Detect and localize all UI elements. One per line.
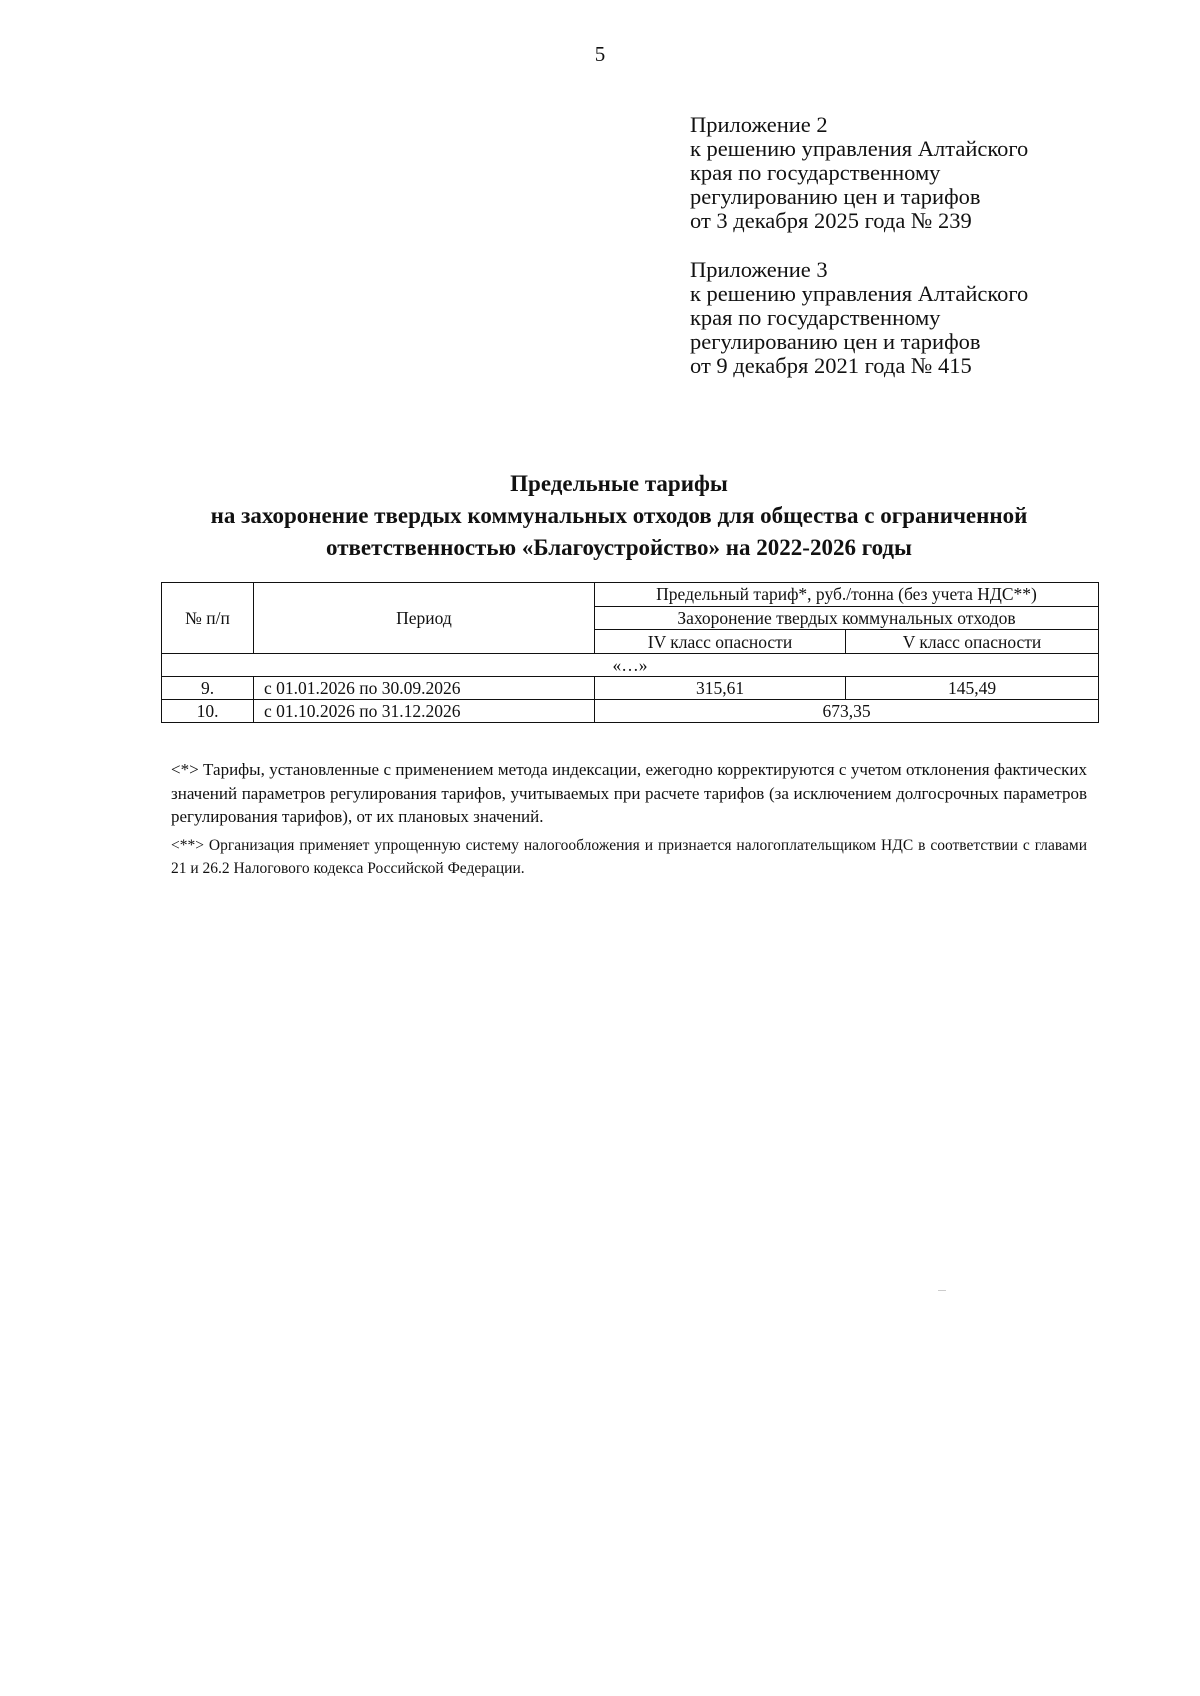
ellipsis-cell: «…»: [162, 654, 1099, 677]
appendix-2-header: [690, 113, 1110, 233]
title-line: ответственностью «Благоустройство» на 2022-2026 годы: [326, 535, 912, 560]
appendix-line: регулированию цен и тарифов: [690, 329, 981, 354]
appendix-line: Приложение 3: [690, 257, 828, 282]
title-line: на захоронение твердых коммунальных отходов для общества с ограниченной: [210, 503, 1028, 528]
header-tariff: Предельный тариф*, руб./тонна (без учета НДС**): [595, 583, 1099, 607]
cell-class-v: 145,49: [846, 677, 1099, 700]
document-title: [120, 468, 1118, 564]
title-line: Предельные тарифы: [510, 471, 728, 496]
tariff-table: [161, 582, 1099, 723]
table-ellipsis-row: [162, 654, 1099, 677]
header-class-v: V класс опасности: [846, 630, 1099, 654]
page-number: 5: [594, 42, 606, 66]
header-service: Захоронение твердых коммунальных отходов: [595, 606, 1099, 630]
cell-merged-tariff: 673,35: [595, 700, 1099, 723]
footnote-1: <*> Тарифы, установленные с применением метода индексации, ежегодно корректируются с учетом отклонения фактических значений параметров регулирования тарифов, учитываемых при расчете тарифов (за исключением долгосрочных параметров регулирования тарифов), от их плановых значений.: [171, 760, 1087, 826]
table-row: [162, 700, 1099, 723]
appendix-line: регулированию цен и тарифов: [690, 184, 981, 209]
cell-number: 9.: [162, 677, 254, 700]
cell-number: 10.: [162, 700, 254, 723]
table-header-row: [162, 583, 1099, 607]
cell-period: с 01.10.2026 по 31.12.2026: [254, 700, 595, 723]
appendix-3-header: [690, 258, 1110, 378]
cell-class-iv: 315,61: [595, 677, 846, 700]
footnotes: [171, 758, 1087, 885]
appendix-line: от 9 декабря 2021 года № 415: [690, 353, 972, 378]
table-row: [162, 677, 1099, 700]
header-period: Период: [254, 583, 595, 654]
appendix-line: края по государственному: [690, 160, 941, 185]
appendix-line: от 3 декабря 2025 года № 239: [690, 208, 972, 233]
appendix-line: к решению управления Алтайского: [690, 136, 1029, 161]
cell-period: с 01.01.2026 по 30.09.2026: [254, 677, 595, 700]
header-number: № п/п: [162, 583, 254, 654]
appendix-line: края по государственному: [690, 305, 941, 330]
footnote-2: <**> Организация применяет упрощенную систему налогообложения и признается налогоплательщиком НДС в соответствии с главами 21 и 26.2 Налогового кодекса Российской Федерации.: [171, 836, 1087, 877]
appendix-line: Приложение 2: [690, 112, 828, 137]
scan-mark: [938, 1290, 946, 1291]
appendix-line: к решению управления Алтайского: [690, 281, 1029, 306]
header-class-iv: IV класс опасности: [595, 630, 846, 654]
